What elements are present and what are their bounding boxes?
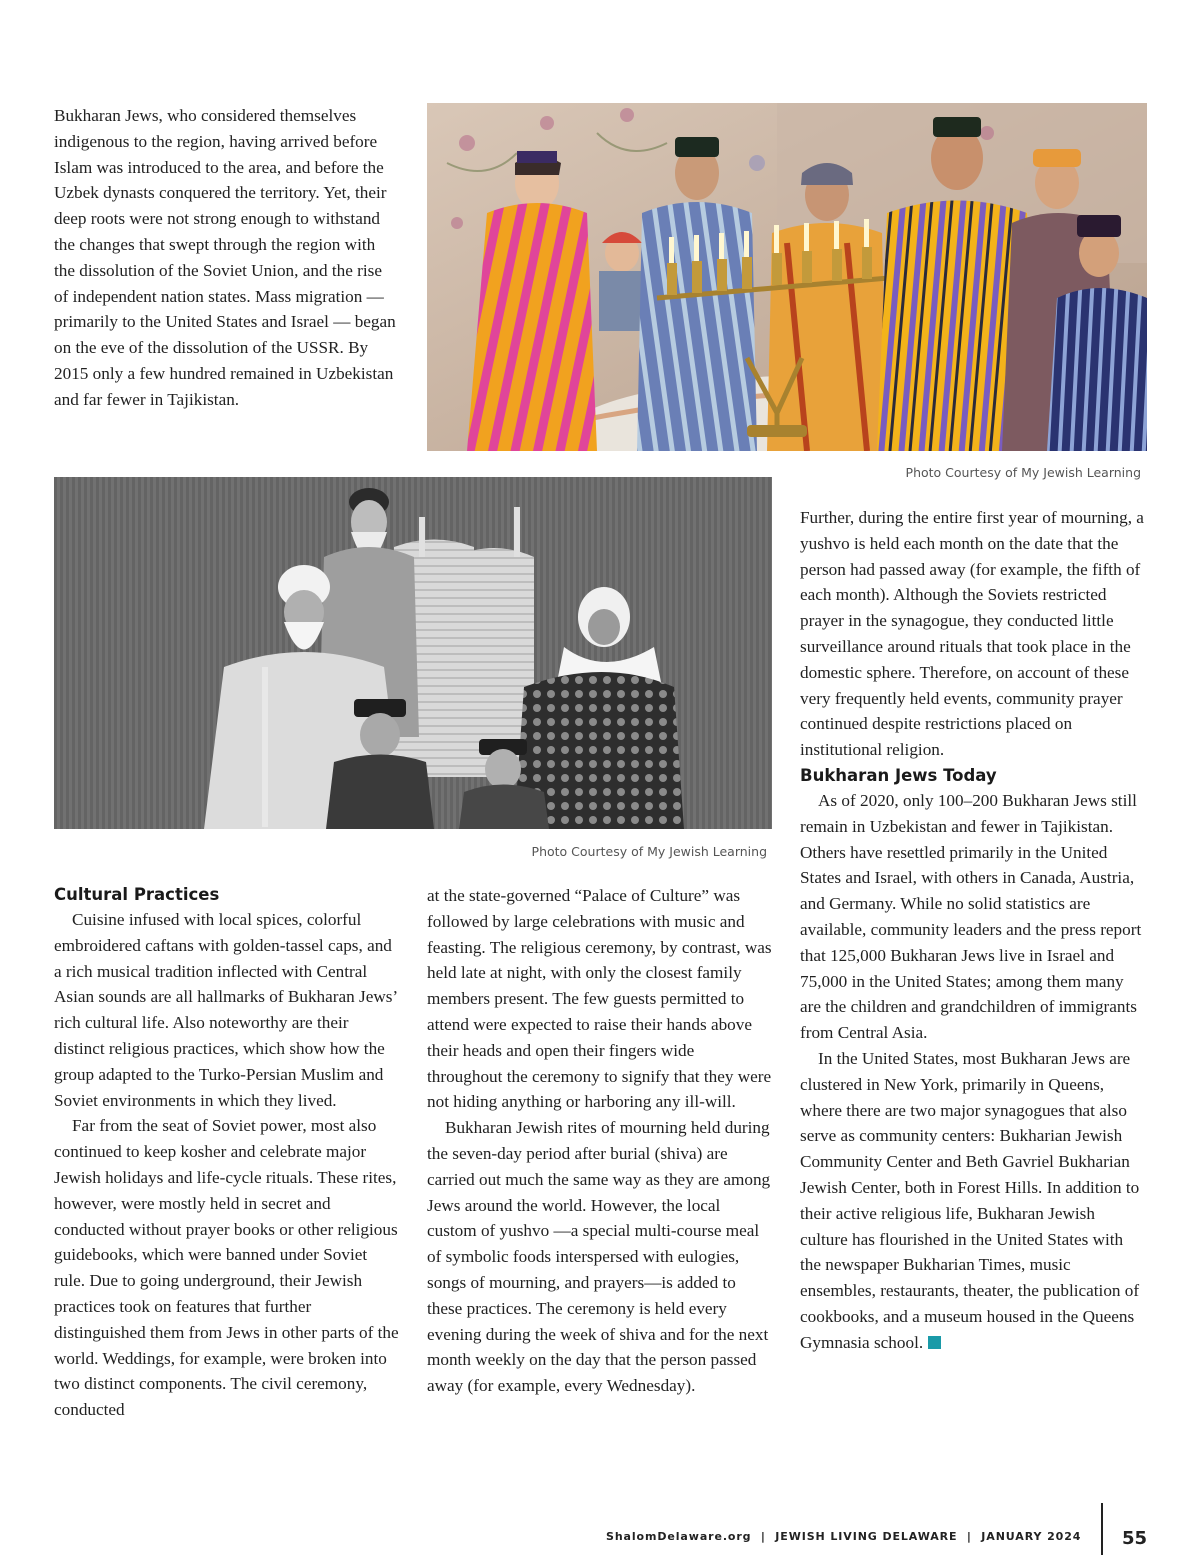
middle-column: [427, 883, 773, 1399]
footer-text: ShalomDelaware.org | JEWISH LIVING DELAWARE | JANUARY 2024: [606, 1530, 1082, 1543]
right-p3: In the United States, most Bukharan Jews are clustered in New York, primarily in Queens, where there are two major synagogues that also serve as community centers: Bukharian Jewish Community Center and Beth Gavriel Bukharian Jewish Center, both in Forest Hills. In addition to their active religious life, Bukharan Jewish culture has flourished in the United States with the newspaper Bukharian Times, music ensembles, restaurants, theater, the publication of cookbooks, and a museum housed in the Queens Gymnasia school.: [800, 1048, 1140, 1352]
cultural-practices-p1: Cuisine infused with local spices, colorful embroidered caftans with golden-tassel caps, and a rich musical tradition inflected with Central Asian sounds are all hallmarks of Bukharan Jews’ rich cultural life. Also noteworthy are their distinct religious practices, which show how the group adapted to the Turko-Persian Muslim and Soviet environments in which they lived.: [54, 910, 397, 1110]
right-p1: Further, during the entire first year of mourning, a yushvo is held each month on the date that the person had passed away (for example, the fifth of each month). Although the Soviets restricted prayer in the synagogue, they conducted little surveillance around rituals that took place in the domestic sphere. Therefore, on account of these very frequently held events, community prayer continued despite restrictions placed on institutional religion.: [800, 508, 1144, 760]
footer-divider: [1101, 1503, 1103, 1555]
bw-photo-caption: Photo Courtesy of My Jewish Learning: [531, 844, 767, 859]
left-column: [54, 883, 399, 1423]
right-p3-wrapper: [800, 1046, 1146, 1356]
middle-p1: at the state-governed “Palace of Culture” was followed by large celebrations with music and feasting. The religious ceremony, by contrast, was held late at night, with only the closest family members present. The few guests permitted to attend were expected to raise their hands above their heads and open their fingers wide throughout the ceremony to signify that they were not hiding anything or harboring any ill-will.: [427, 886, 772, 1112]
cultural-practices-heading: Cultural Practices: [54, 885, 220, 904]
intro-column: [54, 103, 399, 413]
intro-paragraph: Bukharan Jews, who considered themselves indigenous to the region, having arrived before Islam was introduced to the area, and before the Uzbek dynasts conquered the territory. Yet, their deep roots were not strong enough to withstand the changes that swept through the region with the dissolution of the Soviet Union, and the rise of independent nation states. Mass migration — primarily to the United States and Israel — began on the eve of the dissolution of the USSR. By 2015 only a few hundred remained in Uzbekistan and far fewer in Tajikistan.: [54, 106, 396, 409]
color-family-photo: [427, 103, 1147, 451]
right-column: [800, 505, 1146, 1356]
right-p2: As of 2020, only 100–200 Bukharan Jews still remain in Uzbekistan and fewer in Tajikistan. Others have resettled primarily in the United States and Israel, with others in Canada, Austria, and Germany. While no solid statistics are available, community leaders and the press report that 125,000 Bukharan Jews live in Israel and 75,000 in the United States; among them many are the children and grandchildren of immigrants from Central Asia.: [800, 790, 1142, 1043]
article-end-mark: [928, 1336, 941, 1349]
bw-family-photo: [54, 477, 772, 829]
bukharan-jews-today-heading: Bukharan Jews Today: [800, 765, 997, 785]
page-number: 55: [1122, 1528, 1148, 1549]
color-photo-caption: Photo Courtesy of My Jewish Learning: [905, 465, 1141, 480]
cultural-practices-p2: Far from the seat of Soviet power, most also continued to keep kosher and celebrate major Jewish holidays and life-cycle rituals. These rites, however, were mostly held in secret and conducted without prayer books or other religious guidebooks, which were banned under Soviet rule. Due to going underground, their Jewish practices took on features that further distinguished them from Jews in other parts of the world. Weddings, for example, were broken into two distinct components. The civil ceremony, conducted: [54, 1116, 399, 1420]
middle-p2: Bukharan Jewish rites of mourning held during the seven-day period after burial (shiva) are carried out much the same way as they are among Jews around the world. However, the local custom of yushvo —a special multi-course meal of symbolic foods interspersed with eulogies, songs of mourning, and prayers—is added to these practices. The ceremony is held every evening during the week of shiva and for the next month weekly on the day that the person passed away (for example, every Wednesday).: [427, 1118, 771, 1396]
